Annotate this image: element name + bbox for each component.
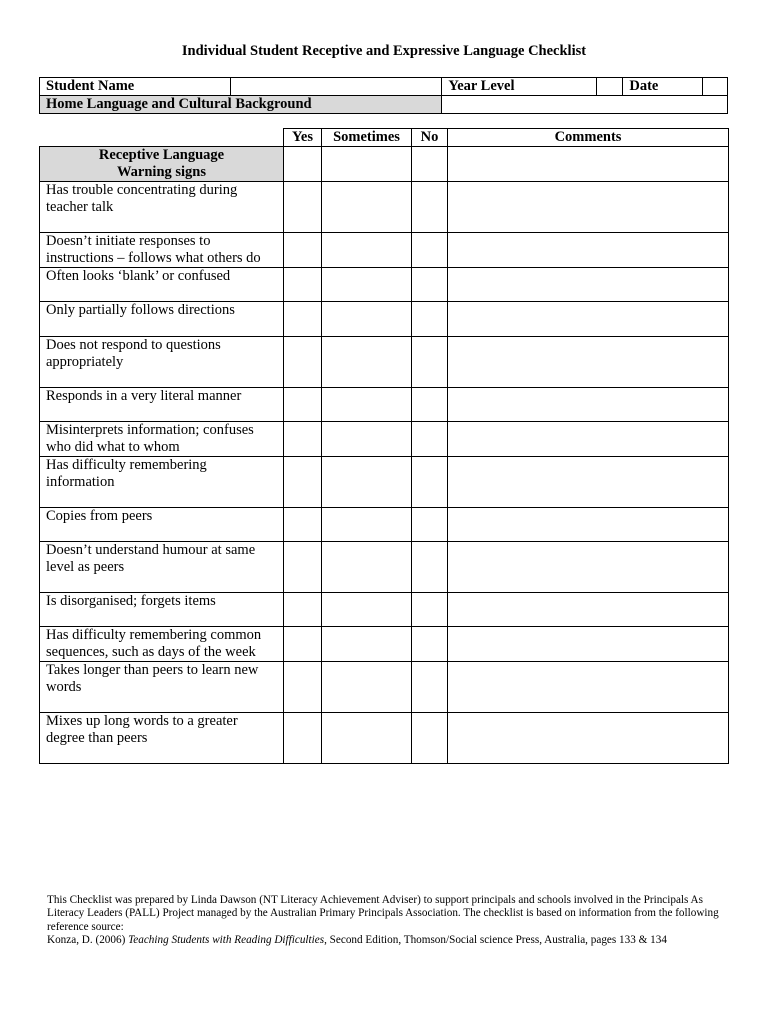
yes-cell[interactable] — [284, 508, 322, 542]
checkbox-cell[interactable] — [322, 147, 412, 182]
yes-cell[interactable] — [284, 302, 322, 337]
sometimes-cell[interactable] — [322, 182, 412, 233]
yes-cell[interactable] — [284, 233, 322, 268]
item-label: Often looks ‘blank’ or confused — [40, 268, 284, 302]
year-level-label: Year Level — [442, 78, 597, 96]
date-label: Date — [623, 78, 702, 96]
yes-cell[interactable] — [284, 713, 322, 764]
item-label: Misinterprets information; confuses who did what to whom — [40, 422, 284, 457]
item-label: Does not respond to questions appropriately — [40, 337, 284, 388]
comment-cell[interactable] — [448, 388, 729, 422]
item-label: Only partially follows directions — [40, 302, 284, 337]
yes-cell[interactable] — [284, 457, 322, 508]
checklist-row — [40, 182, 729, 233]
comment-cell[interactable] — [448, 713, 729, 764]
sometimes-cell[interactable] — [322, 268, 412, 302]
item-label: Copies from peers — [40, 508, 284, 542]
comment-cell[interactable] — [448, 268, 729, 302]
checkbox-cell[interactable] — [284, 147, 322, 182]
sometimes-cell[interactable] — [322, 457, 412, 508]
yes-cell[interactable] — [284, 627, 322, 662]
year-level-field[interactable] — [597, 78, 623, 96]
footer-reference — [47, 934, 727, 947]
comment-cell[interactable] — [448, 662, 729, 713]
no-cell[interactable] — [412, 713, 448, 764]
comment-cell[interactable] — [448, 508, 729, 542]
checklist-row — [40, 302, 729, 337]
checklist-row — [40, 713, 729, 764]
reference-author: Konza, D. (2006) — [47, 934, 129, 947]
sometimes-cell[interactable] — [322, 593, 412, 627]
checklist-row — [40, 422, 729, 457]
document-title: Individual Student Receptive and Expressive Language Checklist — [181, 43, 587, 59]
sometimes-cell[interactable] — [322, 713, 412, 764]
column-header-yes: Yes — [284, 129, 322, 147]
item-label: Responds in a very literal manner — [40, 388, 284, 422]
no-cell[interactable] — [412, 388, 448, 422]
checklist-row — [40, 593, 729, 627]
checklist-row — [40, 627, 729, 662]
sometimes-cell[interactable] — [322, 508, 412, 542]
no-cell[interactable] — [412, 422, 448, 457]
item-label: Mixes up long words to a greater degree than peers — [40, 713, 284, 764]
student-name-field[interactable] — [231, 78, 442, 96]
no-cell[interactable] — [412, 662, 448, 713]
item-label: Doesn’t understand humour at same level as peers — [40, 542, 284, 593]
comment-cell[interactable] — [448, 593, 729, 627]
checklist-row — [40, 268, 729, 302]
date-field[interactable] — [702, 78, 727, 96]
checklist-row — [40, 388, 729, 422]
yes-cell[interactable] — [284, 542, 322, 593]
yes-cell[interactable] — [284, 268, 322, 302]
reference-title: Teaching Students with Reading Difficulties — [128, 934, 325, 947]
sometimes-cell[interactable] — [322, 302, 412, 337]
section-heading-line1: Receptive Language — [98, 147, 225, 163]
checkbox-cell[interactable] — [412, 147, 448, 182]
item-label: Has difficulty remembering information — [40, 457, 284, 508]
yes-cell[interactable] — [284, 662, 322, 713]
reference-details: , Second Edition, Thomson/Social science Press, Australia, pages 133 & 134 — [324, 934, 667, 947]
section-heading — [40, 147, 284, 182]
checklist-row — [40, 233, 729, 268]
header-blank — [40, 129, 284, 147]
no-cell[interactable] — [412, 233, 448, 268]
no-cell[interactable] — [412, 457, 448, 508]
item-label: Takes longer than peers to learn new words — [40, 662, 284, 713]
no-cell[interactable] — [412, 593, 448, 627]
item-label: Is disorganised; forgets items — [40, 593, 284, 627]
checklist-row — [40, 662, 729, 713]
yes-cell[interactable] — [284, 337, 322, 388]
checklist-row — [40, 457, 729, 508]
comment-cell[interactable] — [448, 233, 729, 268]
home-language-field[interactable] — [442, 96, 728, 114]
checklist-row — [40, 337, 729, 388]
sometimes-cell[interactable] — [322, 388, 412, 422]
footer-credit: This Checklist was prepared by Linda Dawson (NT Literacy Achievement Adviser) to support principals and schools involved in the Principals As Literacy Leaders (PALL) Project managed by the Australian Primary Principals Association. The checklist is based on information from the following reference source: — [47, 894, 719, 933]
no-cell[interactable] — [412, 302, 448, 337]
comment-cell[interactable] — [448, 147, 729, 182]
no-cell[interactable] — [412, 627, 448, 662]
sometimes-cell[interactable] — [322, 662, 412, 713]
comment-cell[interactable] — [448, 182, 729, 233]
comment-cell[interactable] — [448, 337, 729, 388]
student-info-table — [39, 77, 728, 114]
column-header-comments: Comments — [448, 129, 729, 147]
sometimes-cell[interactable] — [322, 422, 412, 457]
checklist-row — [40, 542, 729, 593]
comment-cell[interactable] — [448, 422, 729, 457]
item-label: Has difficulty remembering common sequences, such as days of the week — [40, 627, 284, 662]
column-header-sometimes: Sometimes — [322, 129, 412, 147]
sometimes-cell[interactable] — [322, 233, 412, 268]
footer-note — [47, 894, 727, 948]
checklist-row — [40, 508, 729, 542]
item-label: Has trouble concentrating during teacher talk — [40, 182, 284, 233]
sometimes-cell[interactable] — [322, 337, 412, 388]
comment-cell[interactable] — [448, 457, 729, 508]
section-heading-line2: Warning signs — [116, 164, 207, 180]
sometimes-cell[interactable] — [322, 542, 412, 593]
comment-cell[interactable] — [448, 627, 729, 662]
no-cell[interactable] — [412, 268, 448, 302]
comment-cell[interactable] — [448, 542, 729, 593]
home-language-label: Home Language and Cultural Background — [40, 96, 442, 114]
no-cell[interactable] — [412, 508, 448, 542]
no-cell[interactable] — [412, 182, 448, 233]
no-cell[interactable] — [412, 542, 448, 593]
comment-cell[interactable] — [448, 302, 729, 337]
yes-cell[interactable] — [284, 182, 322, 233]
no-cell[interactable] — [412, 337, 448, 388]
student-name-label: Student Name — [40, 78, 231, 96]
yes-cell[interactable] — [284, 422, 322, 457]
sometimes-cell[interactable] — [322, 627, 412, 662]
column-header-no: No — [412, 129, 448, 147]
checklist-table — [39, 128, 729, 764]
yes-cell[interactable] — [284, 593, 322, 627]
item-label: Doesn’t initiate responses to instructions – follows what others do — [40, 233, 284, 268]
yes-cell[interactable] — [284, 388, 322, 422]
